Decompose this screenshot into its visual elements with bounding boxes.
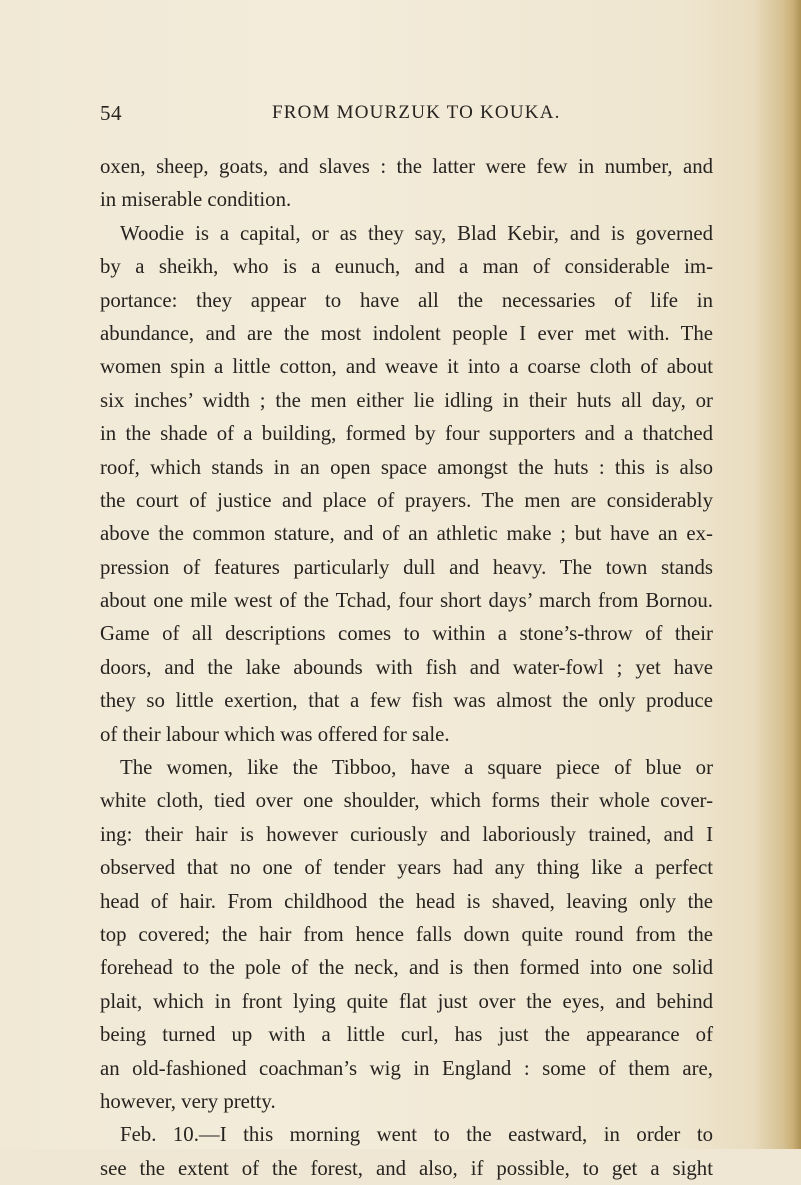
page-edge-shadow: [783, 0, 801, 1149]
page-number: 54: [100, 101, 122, 125]
text-line: abundance, and are the most indolent people I ever met with. The: [100, 321, 713, 345]
text-line: portance: they appear to have all the necessaries of life in: [100, 288, 713, 312]
text-line: doors, and the lake abounds with fish and water-fowl ; yet have: [100, 655, 713, 679]
text-line: in miserable condition.: [100, 188, 292, 212]
text-line: six inches’ width ; the men either lie idling in their huts all day, or: [100, 388, 713, 412]
text-line: about one mile west of the Tchad, four short days’ march from Bornou.: [100, 589, 713, 613]
running-head: FROM MOURZUK TO KOUKA.: [272, 102, 561, 123]
text-line: ing: their hair is however curiously and laboriously trained, and I: [100, 822, 713, 846]
text-line: above the common stature, and of an athletic make ; but have an ex-: [100, 522, 713, 546]
text-line: by a sheikh, who is a eunuch, and a man of considerable im-: [100, 255, 713, 279]
text-line: The women, like the Tibboo, have a square piece of blue or: [120, 756, 713, 780]
text-line: the court of justice and place of prayers. The men are considerably: [100, 488, 713, 512]
text-line: observed that no one of tender years had any thing like a perfect: [100, 856, 713, 880]
text-line: they so little exertion, that a few fish was almost the only produce: [100, 689, 713, 713]
text-line: plait, which in front lying quite flat just over the eyes, and behind: [100, 989, 713, 1013]
text-line: women spin a little cotton, and weave it into a coarse cloth of about: [100, 355, 713, 379]
text-line: an old-fashioned coachman’s wig in England : some of them are,: [100, 1056, 713, 1080]
text-line: roof, which stands in an open space amongst the huts : this is also: [100, 455, 713, 479]
text-line: head of hair. From childhood the head is shaved, leaving only the: [100, 889, 713, 913]
body-text: [100, 150, 713, 1185]
text-line: being turned up with a little curl, has just the appearance of: [100, 1023, 713, 1047]
text-line: forehead to the pole of the neck, and is then formed into one solid: [100, 956, 713, 980]
text-line: pression of features particularly dull and heavy. The town stands: [100, 555, 713, 579]
text-line: oxen, sheep, goats, and slaves : the latter were few in number, and: [100, 155, 713, 178]
text-line: white cloth, tied over one shoulder, which forms their whole cover-: [100, 789, 713, 813]
text-line: however, very pretty.: [100, 1089, 276, 1113]
text-line: in the shade of a building, formed by four supporters and a thatched: [100, 422, 713, 446]
text-line: Woodie is a capital, or as they say, Blad Kebir, and is governed: [120, 221, 713, 245]
text-line: top covered; the hair from hence falls down quite round from the: [100, 922, 713, 946]
page-header: [100, 101, 713, 127]
text-line: of their labour which was offered for sale.: [100, 722, 450, 746]
text-line: Feb. 10.—I this morning went to the eastward, in order to: [120, 1123, 713, 1147]
text-line: see the extent of the forest, and also, if possible, to get a sight: [100, 1156, 713, 1180]
text-line: Game of all descriptions comes to within a stone’s-throw of their: [100, 622, 713, 646]
